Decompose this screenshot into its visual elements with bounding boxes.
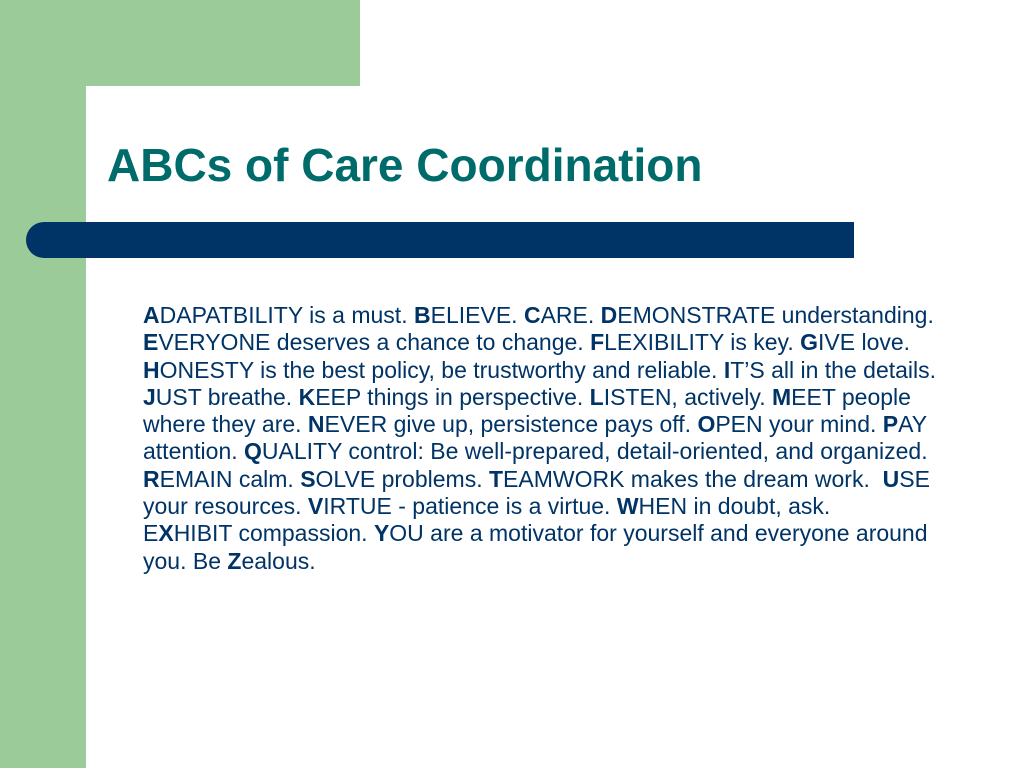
abc-phrase: VERYONE deserves a chance to change. xyxy=(158,329,591,356)
abc-phrase: ELIEVE. xyxy=(430,302,524,328)
abc-initial-letter: Z xyxy=(227,547,242,574)
abc-phrase: AY attention. xyxy=(143,411,934,465)
abc-phrase: ealous. xyxy=(241,547,316,574)
abc-initial-letter: O xyxy=(697,411,716,438)
abc-initial-letter: I xyxy=(723,356,731,383)
abc-phrase: DAPATBILITY is a must. xyxy=(159,302,414,328)
abc-phrase: ONESTY is the best policy, be trustworthy and reliable. xyxy=(159,356,724,383)
abc-initial-letter: R xyxy=(143,465,160,492)
abc-initial-letter: K xyxy=(298,383,316,410)
abc-initial-letter: Y xyxy=(373,520,390,547)
abc-initial-letter: M xyxy=(771,383,792,410)
abc-phrase: IVE love. xyxy=(818,329,923,356)
abc-initial-letter: D xyxy=(600,302,618,328)
abc-phrase: LEXIBILITY is key. xyxy=(604,329,801,356)
abc-initial-letter: B xyxy=(413,302,431,328)
abc-initial-letter: S xyxy=(300,465,316,492)
abc-initial-letter: T xyxy=(488,465,504,492)
abc-phrase: EMONSTRATE understanding. xyxy=(617,302,941,328)
abc-phrase: UST breathe. xyxy=(155,383,299,410)
abc-phrase: HEN in doubt, ask. E xyxy=(143,493,863,547)
abc-initial-letter: W xyxy=(616,493,639,520)
abc-initial-letter: U xyxy=(882,465,900,492)
abc-initial-letter: V xyxy=(307,493,324,520)
abc-initial-letter: A xyxy=(143,302,160,328)
abc-phrase: ISTEN, actively. xyxy=(603,383,772,410)
abc-phrase: EAMWORK makes the dream work. xyxy=(503,465,883,492)
abc-phrase: SE your resources. xyxy=(143,465,937,520)
abc-phrase: PEN your mind. xyxy=(715,411,883,438)
abc-phrase: EEP things in perspective. xyxy=(315,383,590,410)
abc-initial-letter: G xyxy=(800,329,819,356)
abc-initial-letter: C xyxy=(523,302,541,328)
abc-initial-letter: H xyxy=(143,356,160,383)
abc-phrase: EET people where they are. xyxy=(143,383,918,438)
abc-phrase: IRTUE - patience is a virtue. xyxy=(323,493,617,520)
abc-initial-letter: L xyxy=(589,383,604,410)
abc-phrase: ARE. xyxy=(540,302,601,328)
abc-phrase: EVER give up, persistence pays off. xyxy=(324,411,698,438)
top-band-decoration xyxy=(0,0,360,86)
abc-initial-letter: P xyxy=(882,411,899,438)
abc-phrase: EMAIN calm. xyxy=(159,465,301,492)
abc-phrase: HIBIT compassion. xyxy=(173,520,374,547)
abc-phrase: OLVE problems. xyxy=(315,465,489,492)
abc-initial-letter: F xyxy=(590,329,605,356)
abc-initial-letter: X xyxy=(158,520,174,547)
slide-title: ABCs of Care Coordination xyxy=(107,139,703,191)
abc-initial-letter: Q xyxy=(244,438,262,465)
side-band-decoration xyxy=(0,0,86,768)
abc-initial-letter: E xyxy=(143,329,159,356)
abc-paragraph xyxy=(143,302,943,575)
abc-initial-letter: N xyxy=(307,411,325,438)
abc-initial-letter: J xyxy=(143,383,156,410)
abc-phrase: OU are a motivator for yourself and everyone around you. Be xyxy=(143,520,934,574)
abc-phrase: T’S all in the details. xyxy=(730,356,943,383)
abc-phrase: UALITY control: Be well-prepared, detail-oriented, and organized. xyxy=(261,438,934,465)
title-rule-bar xyxy=(26,222,854,258)
